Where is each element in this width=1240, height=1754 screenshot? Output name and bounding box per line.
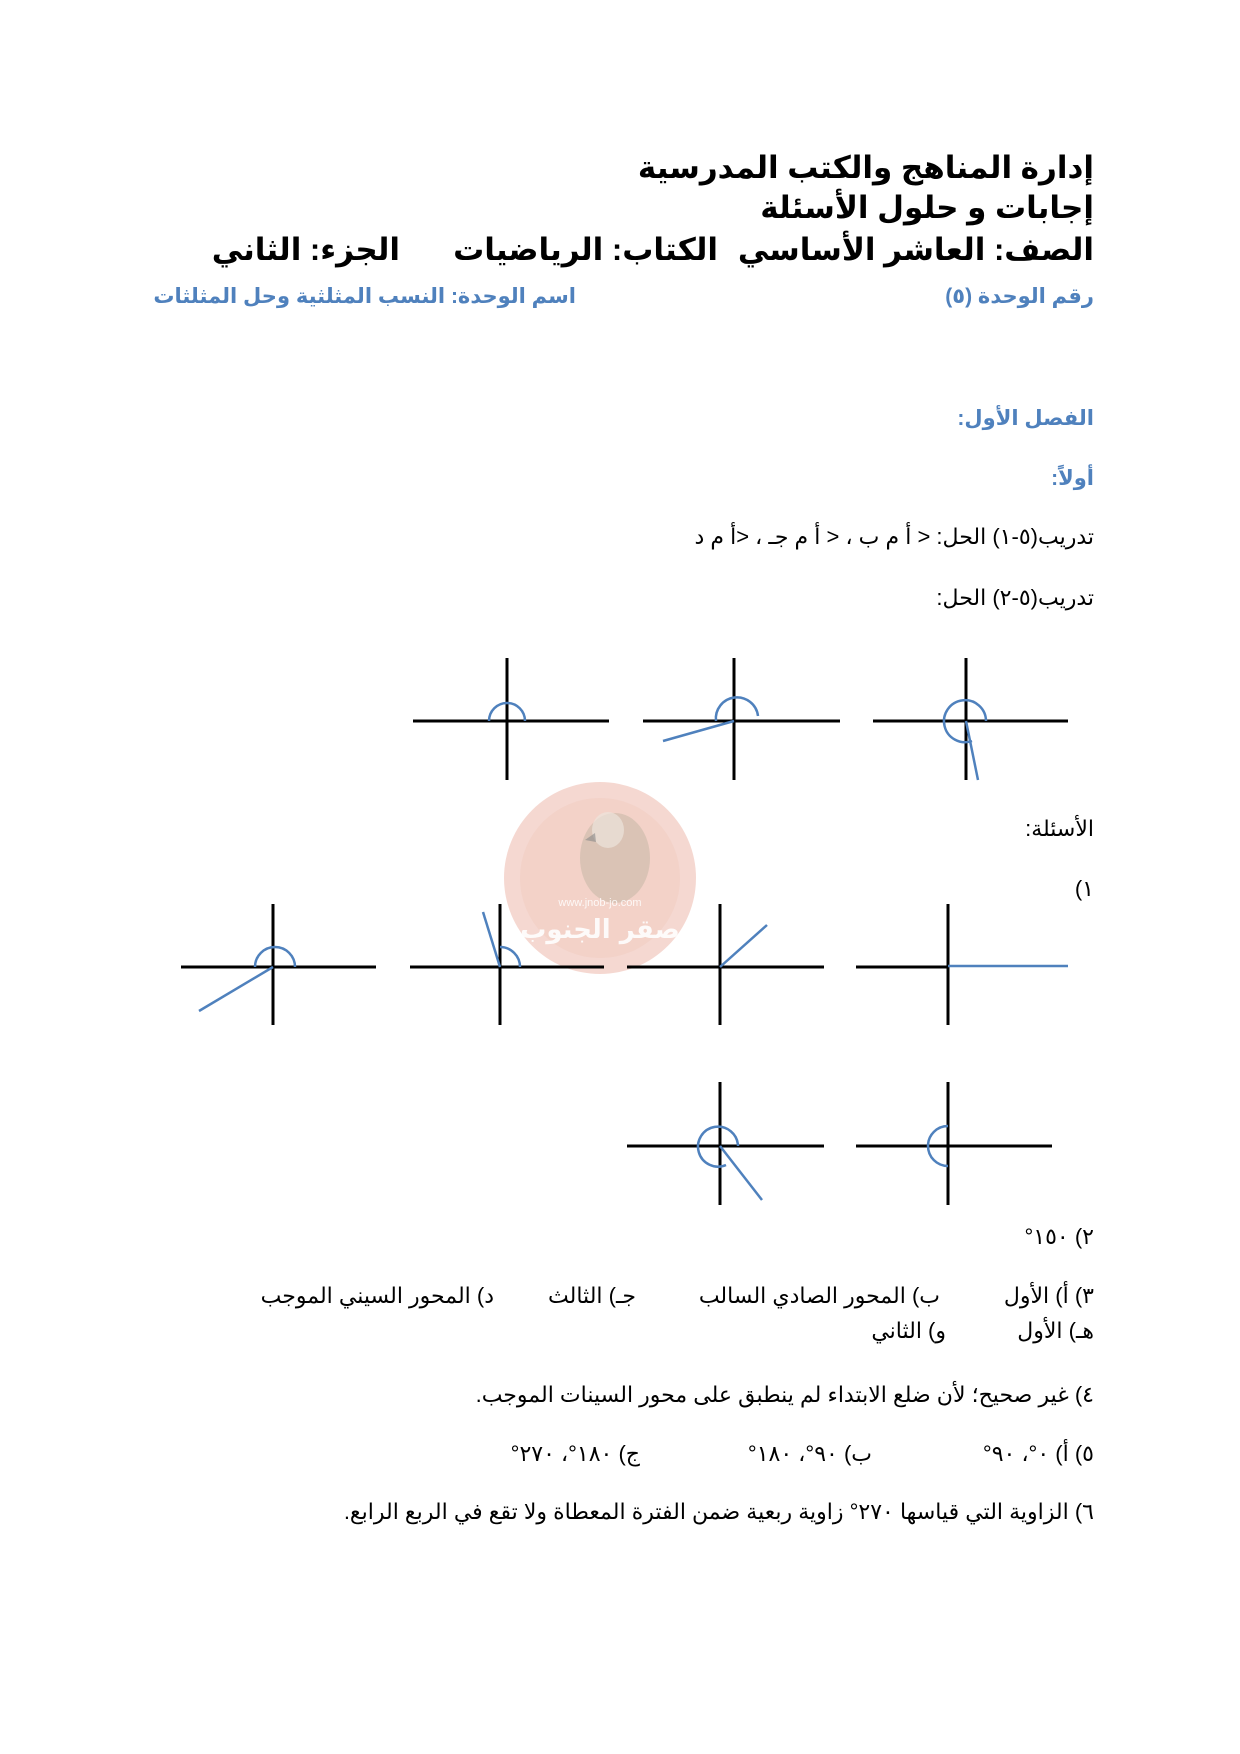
question-5c: ج) ١٨٠°، ٢٧٠° bbox=[510, 1441, 640, 1466]
header-title-2: إجابات و حلول الأسئلة bbox=[760, 190, 1094, 225]
q1-figure-1 bbox=[181, 904, 376, 1025]
header-part: الجزء: الثاني bbox=[211, 232, 400, 267]
question-3f: و) الثاني bbox=[871, 1318, 946, 1343]
ex2-figure-2 bbox=[643, 658, 840, 780]
q1-figure-2 bbox=[410, 904, 604, 1025]
header-book: الكتاب: الرياضيات bbox=[453, 232, 718, 267]
exercise-1: تدريب(٥-١) الحل: < أ م ب ، < أ م جـ ، <أ م د bbox=[694, 524, 1094, 549]
question-3a: ٣) أ) الأول bbox=[1003, 1283, 1094, 1308]
ex2-figure-3 bbox=[873, 658, 1068, 780]
question-5b: ب) ٩٠°، ١٨٠° bbox=[747, 1441, 872, 1466]
exercise-2: تدريب(٥-٢) الحل: bbox=[936, 585, 1094, 610]
q1-figure-3 bbox=[627, 904, 824, 1025]
q1-figure-5 bbox=[627, 1082, 824, 1205]
q1-figure-4 bbox=[856, 904, 948, 1025]
questions-title: الأسئلة: bbox=[1025, 816, 1094, 841]
unit-number: رقم الوحدة (٥) bbox=[945, 285, 1094, 308]
header-title-1: إدارة المناهج والكتب المدرسية bbox=[637, 150, 1094, 185]
question-5a: ٥) أ) ٠°، ٩٠° bbox=[982, 1441, 1094, 1466]
first-heading: أولاً: bbox=[1051, 467, 1094, 490]
question-3d: د) المحور السيني الموجب bbox=[260, 1283, 494, 1308]
question-6: ٦) الزاوية التي قياسها ٢٧٠° زاوية ربعية ضمن الفترة المعطاة ولا تقع في الربع الرابع. bbox=[343, 1499, 1094, 1524]
question-3e: هـ) الأول bbox=[1017, 1318, 1094, 1343]
question-2: ٢) ١٥٠° bbox=[1024, 1224, 1094, 1249]
question-1: ١) bbox=[1074, 876, 1094, 901]
ex2-figure-1 bbox=[413, 658, 609, 780]
question-3c: جـ) الثالث bbox=[548, 1283, 636, 1308]
unit-name: اسم الوحدة: النسب المثلثية وحل المثلثات bbox=[153, 285, 576, 308]
header-grade: الصف: العاشر الأساسي bbox=[737, 232, 1094, 267]
q1-figure-6 bbox=[856, 1082, 1052, 1205]
watermark-text: صقر الجنوب bbox=[520, 915, 680, 945]
question-4: ٤) غير صحيح؛ لأن ضلع الابتداء لم ينطبق على محور السينات الموجب. bbox=[475, 1382, 1094, 1407]
question-3b: ب) المحور الصادي السالب bbox=[698, 1283, 940, 1308]
watermark-url: www.jnob-jo.com bbox=[558, 897, 642, 909]
chapter-heading: الفصل الأول: bbox=[957, 407, 1094, 430]
